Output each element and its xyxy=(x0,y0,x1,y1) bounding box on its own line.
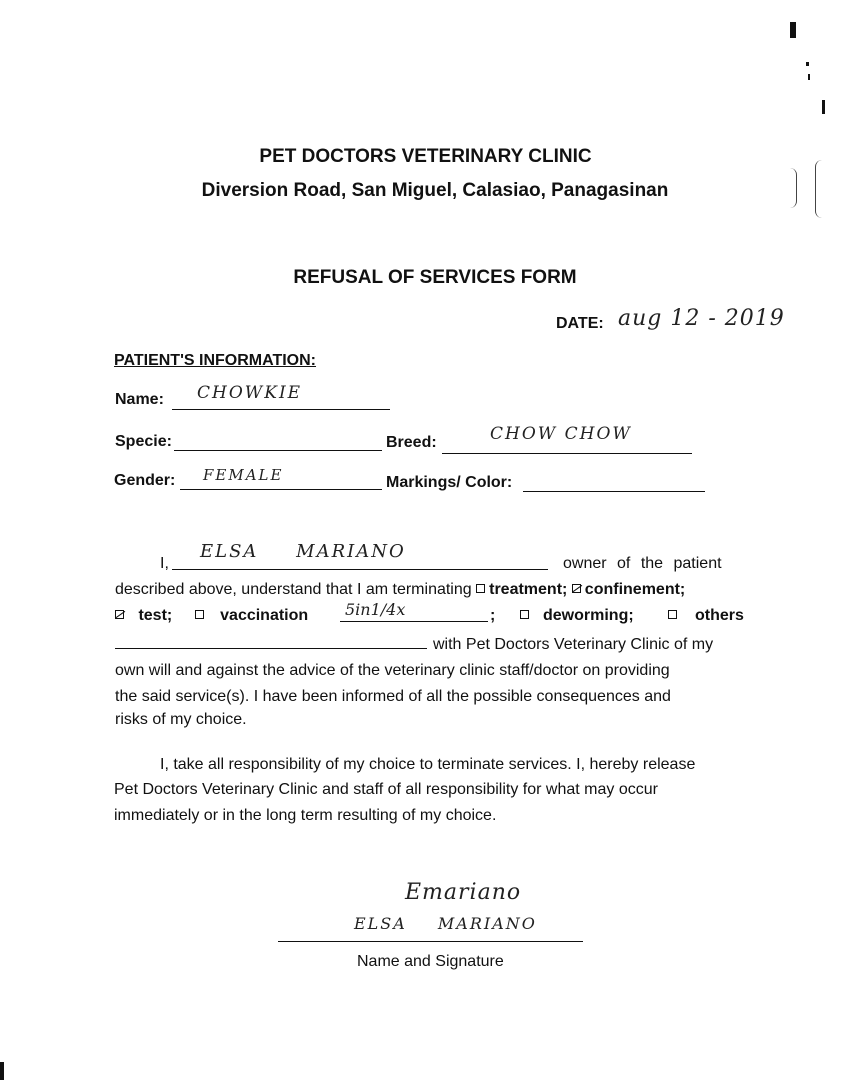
name-line xyxy=(172,409,390,410)
owner-name-value[interactable]: ELSA MARIANO xyxy=(200,541,406,562)
signature-mark: Emariano xyxy=(405,880,522,905)
clinic-address: Diversion Road, San Miguel, Calasiao, Panagasinan xyxy=(201,180,669,201)
specie-label: Specie: xyxy=(115,433,172,450)
statement-owner-suffix: owner of the patient xyxy=(563,555,722,572)
responsibility-line2: Pet Doctors Veterinary Clinic and staff of all responsibility for what may occur xyxy=(114,781,658,798)
deworming-label: deworming; xyxy=(543,607,634,624)
markings-label: Markings/ Color: xyxy=(386,474,513,491)
form-title: REFUSAL OF SERVICES FORM xyxy=(293,267,577,288)
scan-speck xyxy=(822,100,825,114)
patient-section-label: PATIENT'S INFORMATION: xyxy=(114,352,317,369)
scan-speck xyxy=(0,1062,4,1080)
scan-speck xyxy=(806,62,809,66)
responsibility-line3: immediately or in the long term resulting of my choice. xyxy=(114,807,497,824)
vaccination-semicolon: ; xyxy=(490,607,496,624)
statement-line5: own will and against the advice of the veterinary clinic staff/doctor on providing xyxy=(115,662,670,679)
treatment-label: treatment; xyxy=(489,581,568,598)
responsibility-line1: I, take all responsibility of my choice to terminate services. I, hereby release xyxy=(160,756,696,773)
statement-line4-suffix: with Pet Doctors Veterinary Clinic of my xyxy=(433,636,714,653)
deworming-checkbox[interactable] xyxy=(520,610,529,619)
vaccination-label: vaccination xyxy=(220,607,309,624)
owner-name-line xyxy=(172,569,548,570)
signature-line[interactable] xyxy=(278,941,583,942)
gender-label: Gender: xyxy=(114,472,176,489)
scan-speck xyxy=(790,22,796,38)
confinement-label: confinement; xyxy=(584,581,686,598)
date-label: DATE: xyxy=(556,315,604,332)
breed-line xyxy=(442,453,692,454)
scan-speck xyxy=(808,74,810,80)
clinic-name: PET DOCTORS VETERINARY CLINIC xyxy=(259,146,592,167)
statement-i-label: I, xyxy=(160,555,169,572)
markings-line xyxy=(523,491,705,492)
scan-mark xyxy=(790,168,797,208)
treatment-checkbox[interactable] xyxy=(476,584,485,593)
gender-value[interactable]: FEMALE xyxy=(203,466,284,484)
vaccination-value[interactable]: 5in1/4x xyxy=(345,600,406,619)
statement-line7: risks of my choice. xyxy=(115,711,247,728)
statement-line6: the said service(s). I have been informed of all the possible consequences and xyxy=(115,688,671,705)
breed-value[interactable]: CHOW CHOW xyxy=(490,424,632,444)
gender-line xyxy=(180,489,382,490)
name-label: Name: xyxy=(115,391,164,408)
others-label: others xyxy=(695,607,744,624)
test-label: test; xyxy=(138,607,173,624)
breed-label: Breed: xyxy=(386,434,437,451)
scan-mark xyxy=(815,160,822,218)
date-value[interactable]: aug 12 - 2019 xyxy=(618,306,785,331)
others-line xyxy=(115,648,427,649)
signature-label: Name and Signature xyxy=(357,953,504,970)
signature-printed-name: ELSA MARIANO xyxy=(354,914,537,933)
statement-line3 xyxy=(115,600,751,629)
name-value[interactable]: CHOWKIE xyxy=(197,383,303,403)
test-checkbox[interactable] xyxy=(115,610,124,619)
vaccination-checkbox[interactable] xyxy=(195,610,204,619)
statement-line2-prefix: described above, understand that I am terminating xyxy=(115,581,472,598)
others-checkbox[interactable] xyxy=(668,610,677,619)
specie-line xyxy=(174,450,382,451)
confinement-checkbox[interactable] xyxy=(572,584,581,593)
